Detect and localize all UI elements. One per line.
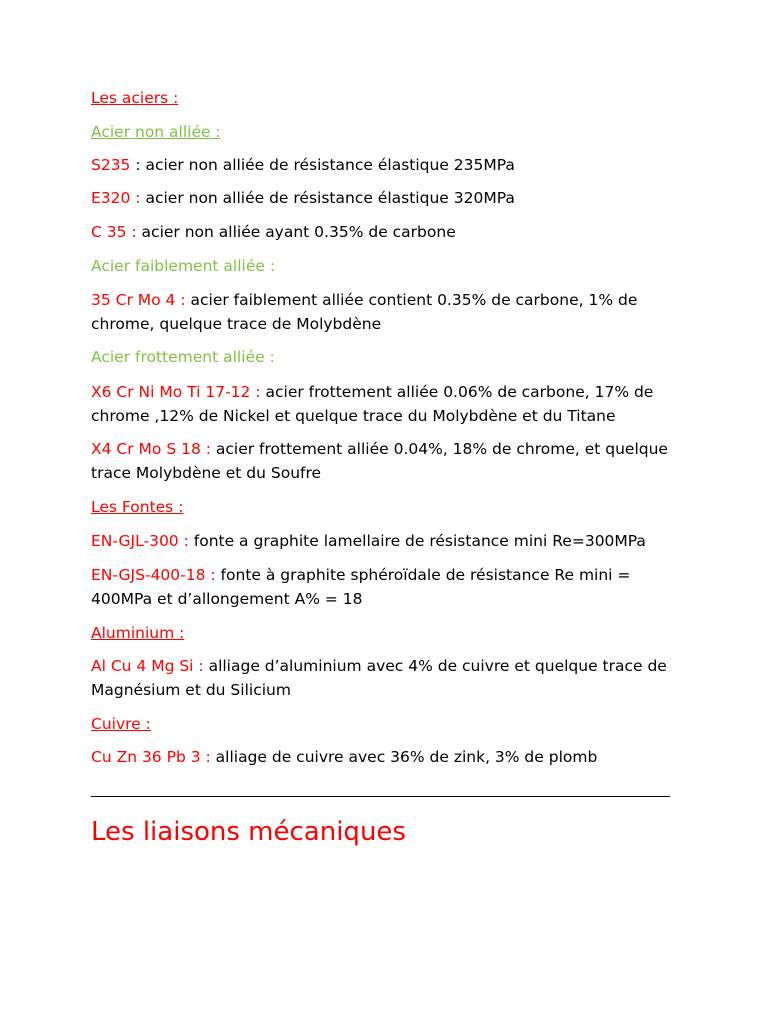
paragraph-35crmo4 [91,288,691,336]
paragraph-x4 [91,437,691,485]
code-cuzn: Cu Zn 36 Pb 3 : [91,748,211,766]
text-gjs-2: 400MPa et d’allongement A% = 18 [91,590,363,608]
paragraph-e320 [91,186,691,210]
paragraph-c35 [91,220,691,244]
code-c35: C 35 : [91,223,137,241]
text-alcu-2: Magnésium et du Silicium [91,681,291,699]
text-x6-1: acier frottement alliée 0.06% de carbone, 17% de [260,383,654,401]
paragraph-alcu [91,654,691,702]
code-s235: S235 [91,156,131,174]
paragraph-s235 [91,153,691,177]
text-x4-2: trace Molybdène et du Soufre [91,464,322,482]
horizontal-rule [91,796,670,797]
heading-acier-frottement-alliee: Acier frottement alliée : [91,348,275,366]
text-gjs-1: fonte à graphite sphéroïdale de résistance Re mini = [215,566,631,584]
code-x4: X4 Cr Mo S 18 : [91,440,211,458]
text-gjl: fonte a graphite lamellaire de résistance mini Re=300MPa [188,532,646,550]
paragraph-gjs [91,563,691,611]
paragraph-gjl [91,529,691,553]
heading-acier-faiblement-alliee: Acier faiblement alliée : [91,257,276,275]
paragraph-x6 [91,380,691,428]
section-title-liaisons: Les liaisons mécaniques [91,817,406,847]
paragraph-cuzn [91,745,691,769]
text-c35: acier non alliée ayant 0.35% de carbone [136,223,456,241]
code-gjs: EN-GJS-400-18 : [91,566,216,584]
heading-cuivre: Cuivre : [91,715,151,733]
text-35crmo4-2: chrome, quelque trace de Molybdène [91,315,382,333]
code-e320: E320 : [91,189,141,207]
heading-acier-non-alliee: Acier non alliée : [91,123,221,141]
heading-aluminium: Aluminium : [91,624,185,642]
code-alcu: Al Cu 4 Mg Si : [91,657,204,675]
code-gjl: EN-GJL-300 : [91,532,189,550]
heading-les-fontes: Les Fontes : [91,498,184,516]
text-alcu-1: alliage d’aluminium avec 4% de cuivre et quelque trace de [203,657,667,675]
code-35crmo4: 35 Cr Mo 4 : [91,291,186,309]
heading-les-aciers: Les aciers : [91,89,179,107]
text-s235: : acier non alliée de résistance élastique 235MPa [130,156,515,174]
text-35crmo4-1: acier faiblement alliée contient 0.35% de carbone, 1% de [185,291,638,309]
text-cuzn: alliage de cuivre avec 36% de zink, 3% de plomb [210,748,598,766]
text-x4-1: acier frottement alliée 0.04%, 18% de chrome, et quelque [210,440,668,458]
text-e320: acier non alliée de résistance élastique 320MPa [140,189,515,207]
text-x6-2: chrome ,12% de Nickel et quelque trace du Molybdène et du Titane [91,407,616,425]
code-x6: X6 Cr Ni Mo Ti 17-12 : [91,383,261,401]
